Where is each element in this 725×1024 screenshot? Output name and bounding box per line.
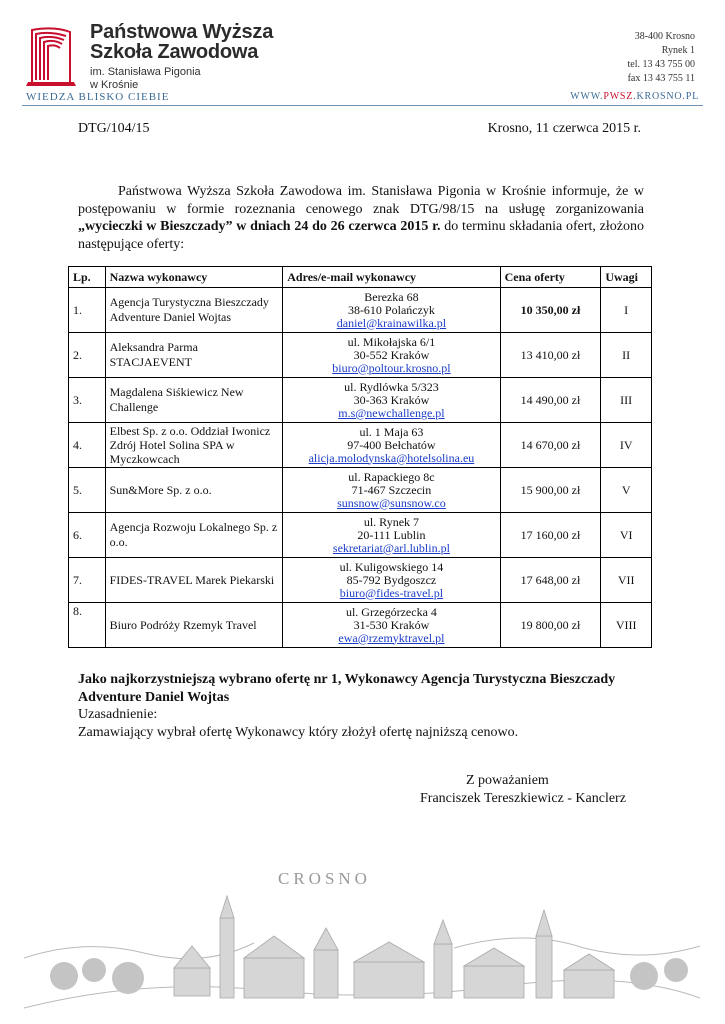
decision-block xyxy=(78,671,658,741)
intro-text-1: Państwowa Wyższa Szkoła Zawodowa im. Stanisława Pigonia w Krośnie informuje, że w postępowaniu w formie rozeznania cenowego znak DTG/98/15 na usługę zorganizowania xyxy=(78,184,644,217)
table-row xyxy=(69,333,652,378)
header-name: Nazwa wykonawcy xyxy=(105,267,283,288)
institution-name-line1: Państwowa Wyższa xyxy=(90,21,274,43)
row-address xyxy=(283,513,500,558)
row-address xyxy=(283,603,500,648)
row-name: Aleksandra Parma STACJAEVENT xyxy=(105,333,283,378)
row-name: Agencja Turystyczna Bieszczady Adventure Daniel Wojtas xyxy=(105,288,283,333)
closing-block xyxy=(420,772,626,808)
justification-label: Uzasadnienie: xyxy=(78,707,158,722)
row-address xyxy=(283,333,500,378)
header-notes: Uwagi xyxy=(601,267,652,288)
row-address-city: 20-111 Lublin xyxy=(357,527,426,542)
row-address-city: 30-363 Kraków xyxy=(353,392,430,407)
row-address-city: 71-467 Szczecin xyxy=(351,482,432,497)
website-accent: PWSZ xyxy=(603,91,634,102)
row-email-link[interactable]: sekretariat@arl.lublin.pl xyxy=(332,540,450,555)
row-address-street: ul. Rydlówka 5/323 xyxy=(344,379,439,394)
website-prefix: WWW. xyxy=(570,91,604,102)
row-email-link[interactable]: biuro@poltour.krosno.pl xyxy=(332,360,451,375)
table-row xyxy=(69,558,652,603)
row-lp: 7. xyxy=(69,558,106,603)
contact-block xyxy=(628,30,696,86)
row-notes: VI xyxy=(601,513,652,558)
row-lp: 5. xyxy=(69,468,106,513)
letterhead xyxy=(0,0,725,110)
row-address xyxy=(283,558,500,603)
row-name: Elbest Sp. z o.o. Oddział Iwonicz Zdrój Hotel Solina SPA w Myczkowcach xyxy=(105,423,283,468)
row-email-link[interactable]: ewa@rzemyktravel.pl xyxy=(338,630,445,645)
row-email-link[interactable]: daniel@krainawilka.pl xyxy=(336,315,447,330)
contact-postal: 38-400 Krosno xyxy=(634,31,695,42)
website-suffix: .KROSNO.PL xyxy=(633,91,699,102)
institution-city: w Krośnie xyxy=(90,79,139,91)
row-address-city: 30-552 Kraków xyxy=(353,347,430,362)
row-notes: VIII xyxy=(601,603,652,648)
row-lp: 1. xyxy=(69,288,106,333)
row-address-city: 31-530 Kraków xyxy=(353,617,430,632)
row-address-city: 97-400 Bełchatów xyxy=(347,437,436,452)
place-date: Krosno, 11 czerwca 2015 r. xyxy=(487,121,641,136)
institution-name-line2: Szkoła Zawodowa xyxy=(90,41,259,63)
row-price: 10 350,00 zł xyxy=(500,288,601,333)
row-email-link[interactable]: biuro@fides-travel.pl xyxy=(339,585,444,600)
row-address xyxy=(283,423,500,468)
row-lp: 8. xyxy=(69,603,106,648)
row-address xyxy=(283,378,500,423)
row-email-link[interactable]: m.s@newchallenge.pl xyxy=(338,405,445,420)
row-lp: 3. xyxy=(69,378,106,423)
table-row xyxy=(69,603,652,648)
website-link[interactable] xyxy=(570,91,699,102)
header-address: Adres/e-mail wykonawcy xyxy=(283,267,500,288)
row-name: Biuro Podróży Rzemyk Travel xyxy=(105,603,283,648)
row-price: 14 670,00 zł xyxy=(500,423,601,468)
row-price: 14 490,00 zł xyxy=(500,378,601,423)
row-address-city: 38-610 Polańczyk xyxy=(347,302,435,317)
row-address-street: ul. 1 Maja 63 xyxy=(359,424,424,439)
header-lp: Lp. xyxy=(69,267,106,288)
institution-name xyxy=(90,22,273,92)
row-address-street: ul. Grzegórzecka 4 xyxy=(345,604,437,619)
row-notes: V xyxy=(601,468,652,513)
row-address xyxy=(283,468,500,513)
row-lp: 4. xyxy=(69,423,106,468)
motto: WIEDZA BLISKO CIEBIE xyxy=(26,91,170,103)
signatory: Franciszek Tereszkiewicz - Kanclerz xyxy=(420,791,626,806)
row-address-street: ul. Rynek 7 xyxy=(363,514,420,529)
row-email-link[interactable]: alicja.molodynska@hotelsolina.eu xyxy=(308,450,475,465)
row-name: FIDES-TRAVEL Marek Piekarski xyxy=(105,558,283,603)
row-name: Sun&More Sp. z o.o. xyxy=(105,468,283,513)
offers-table xyxy=(68,266,652,648)
row-notes: II xyxy=(601,333,652,378)
row-address-street: Berezka 68 xyxy=(364,289,419,304)
intro-trip-name: „wycieczki w Bieszczady” w dniach 24 do 26 czerwca 2015 r. xyxy=(78,219,441,234)
table-row xyxy=(69,288,652,333)
table-row xyxy=(69,513,652,558)
row-notes: VII xyxy=(601,558,652,603)
row-email-link[interactable]: sunsnow@sunsnow.co xyxy=(337,495,446,510)
row-price: 17 160,00 zł xyxy=(500,513,601,558)
row-notes: I xyxy=(601,288,652,333)
row-address xyxy=(283,288,500,333)
row-address-street: ul. Rapackiego 8c xyxy=(348,469,435,484)
intro-text-2: do terminu składania ofert, złożono następujące oferty: xyxy=(78,219,644,252)
table-row xyxy=(69,423,652,468)
contact-street: Rynek 1 xyxy=(661,45,695,56)
row-price: 15 900,00 zł xyxy=(500,468,601,513)
reference-number: DTG/104/15 xyxy=(78,121,150,136)
contact-fax: fax 13 43 755 11 xyxy=(627,73,695,84)
row-address-street: ul. Kuligowskiego 14 xyxy=(339,559,444,574)
krosno-panorama-engraving xyxy=(24,858,700,1016)
university-logo-icon xyxy=(24,22,80,86)
row-name: Magdalena Siśkiewicz New Challenge xyxy=(105,378,283,423)
institution-patron: im. Stanisława Pigonia xyxy=(90,66,201,78)
header-price: Cena oferty xyxy=(500,267,601,288)
row-name: Agencja Rozwoju Lokalnego Sp. z o.o. xyxy=(105,513,283,558)
row-address-city: 85-792 Bydgoszcz xyxy=(346,572,437,587)
intro-paragraph xyxy=(78,183,644,253)
row-notes: IV xyxy=(601,423,652,468)
row-notes: III xyxy=(601,378,652,423)
decision-statement: Jako najkorzystniejszą wybrano ofertę nr 1, Wykonawcy Agencja Turystyczna Bieszczady Adventure Daniel Wojtas xyxy=(78,672,616,705)
row-lp: 2. xyxy=(69,333,106,378)
table-row xyxy=(69,378,652,423)
contact-phone: tel. 13 43 755 00 xyxy=(627,59,695,70)
row-price: 13 410,00 zł xyxy=(500,333,601,378)
closing-greeting: Z poważaniem xyxy=(466,773,549,788)
row-address-street: ul. Mikołajska 6/1 xyxy=(347,334,436,349)
table-row xyxy=(69,468,652,513)
motto-banner xyxy=(22,91,703,106)
row-price: 17 648,00 zł xyxy=(500,558,601,603)
row-price: 19 800,00 zł xyxy=(500,603,601,648)
justification-text: Zamawiający wybrał ofertę Wykonawcy który złożył ofertę najniższą cenowo. xyxy=(78,724,519,740)
table-header-row xyxy=(69,267,652,288)
footer-city-label: CROSNO xyxy=(278,869,371,888)
row-lp: 6. xyxy=(69,513,106,558)
